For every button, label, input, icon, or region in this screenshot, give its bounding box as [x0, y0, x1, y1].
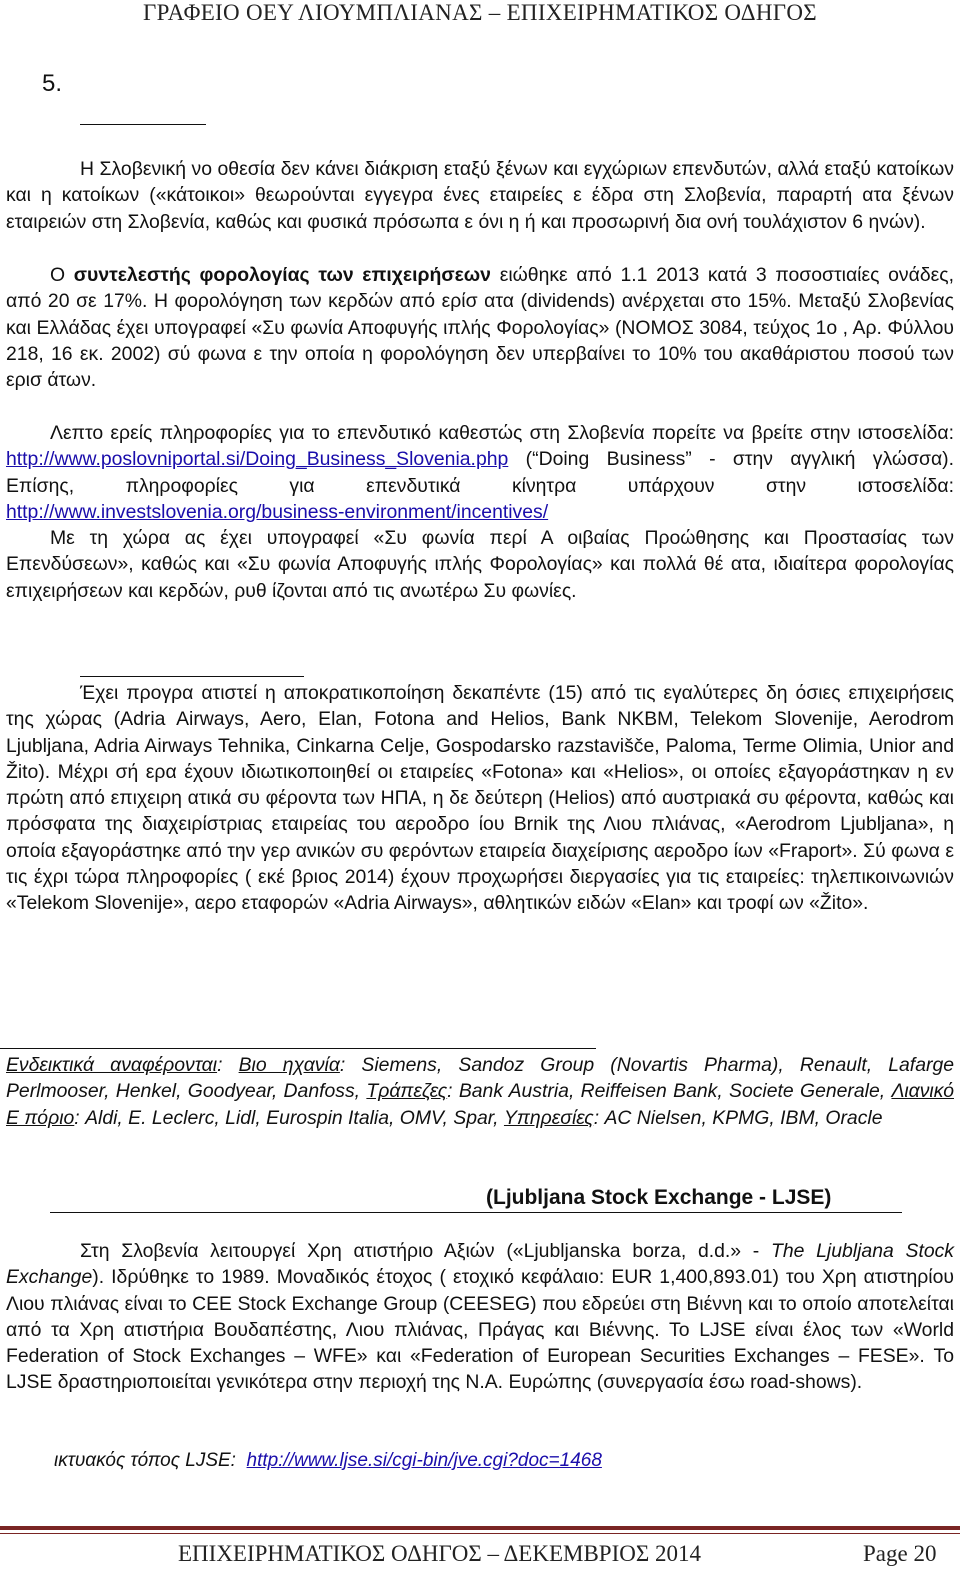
tax-bold-term: συντελεστής φορολογίας των επιχειρήσεων — [73, 264, 491, 286]
info-text-2: (“Doing Business” - στην αγγλική γλώσσα). — [525, 448, 954, 471]
companies-label-retail: Λιανικό Ε πόριο — [6, 1080, 954, 1129]
investslovenia-link[interactable]: http://www.investslovenia.org/business-environment/incentives/ — [6, 500, 549, 523]
ljse-website-line — [54, 1450, 602, 1472]
companies-label-industry: Βιο ηχανία — [238, 1054, 340, 1076]
companies-text-services: : AC Nielsen, KPMG, IBM, Oracle — [593, 1106, 883, 1129]
paragraph-info-links — [6, 420, 954, 525]
paragraph-investment-law: Η Σλοβενική νο οθεσία δεν κάνει διάκριση εταξύ ξένων και εγχώριων επενδυτών, αλλά εταξύ κατοίκων και η κατοίκων («κάτοικοι» θεωρούνται εγγεγρα ένες εταιρείες ε έδρα στη Σλοβενία, παραρτή ατα ξένων εταιρειών στη Σλοβενία, καθώς και φυσικά πρόσωπα ε όνι η ή και προσωρινή δια ονή τουλάχιστον 6 ηνών). — [6, 158, 954, 233]
section-number: 5. — [42, 70, 63, 97]
info-text-3: Επίσης, πληροφορίες για επενδυτικά κίνητρα υπάρχουν στην ιστοσελίδα: — [6, 474, 954, 497]
companies-label-indicative: Ενδεικτικά αναφέρονται — [6, 1054, 218, 1076]
page-footer — [0, 1537, 960, 1577]
paragraph-tax-rates — [6, 262, 954, 393]
footer-page-number: Page 20 — [863, 1541, 937, 1566]
paragraph-agreements: Με τη χώρα ας έχει υπογραφεί «Συ φωνία περί Α οιβαίας Προώθησης και Προστασίας των Επενδύσεων», καθώς και «Συ φωνία Αποφυγής ιπλής Φορολογίας» και πολλά θέ ατα, ιδιαίτερα φορολογίας επιχειρήσεων και κερδών, ρυθ ίζονται από τις ανωτέρω Συ φωνίες. — [6, 527, 954, 602]
page-header: ΓΡΑΦΕΙΟ ΟΕΥ ΛΙΟΥΜΠΛΙΑΝΑΣ – ΕΠΙΧΕΙΡΗΜΑΤΙΚΟΣ ΟΔΗΓΟΣ — [143, 0, 817, 25]
section-rule-companies — [0, 1048, 596, 1049]
companies-text-banks: : Bank Austria, Reiffeisen Bank, Societe Generale, — [447, 1080, 886, 1103]
ljse-title-rule — [50, 1212, 902, 1213]
info-text-1: Λεπτο ερείς πληροφορίες για το επενδυτικό καθεστώς στη Σλοβενία πορείτε να βρείτε στην ιστοσελίδα: — [50, 422, 954, 444]
tax-rest: ειώθηκε από 1.1 2013 κατά 3 ποσοστιαίες ονάδες, από 20 σε 17%. Η φορολόγηση των κερδών από ερίσ ατα (dividends) ανέρχεται στο 15%. Μεταξύ Σλοβενίας και Ελλάδας έχει υπογραφεί «Συ φωνία Αποφυγής ιπλής Φορολογίας» (ΝΟΜΟΣ 3084, τεύχος 1ο , Αρ. Φύλλου 218, 16 εκ. 2002) σύ φωνα ε την οποία η φορολόγηση δεν υπερβαίνει το 10% του ακαθάριστου ποσού των ερισ άτων. — [6, 264, 955, 392]
companies-label-banks: Τράπεζες — [366, 1080, 448, 1103]
ljse-text-2: ). Ιδρύθηκε το 1989. Μοναδικός έτοχος ( ετοχικό κεφάλαιο: EUR 1,400,893.01) του Χρη ατιστηρίου Λιου πλιάνας είναι το CEE Stock Exchange Group (CEESEG) που εδρεύει στη Βιέννη και το οποίο αποτελείται από τα Χρη ατιστήρια Βουδαπέστης, Λιου πλιάνας, Πράγας και Βιέννης. Το LJSE είναι έλος των «World Federation of Stock Exchanges – WFE» και «Federation of European Securities Exchanges – FESE». Το LJSE δραστηριοποιείται γενικότερα στην περιοχή της Ν.Α. Ευρώπης (συνεργασία έσω road-shows). — [6, 1266, 954, 1394]
paragraph-companies: Ενδεικτικά αναφέρονται: Βιο ηχανία: Siemens, Sandoz Group (Novartis Pharma), Renault, Lafarge Perlmooser, Henkel, Goodyear, Danfoss, Τράπεζες: Bank Austria, Reiffeisen Bank, Societe Generale, Λιανικό Ε πόριο: Aldi, E. Leclerc, Lidl, Eurospin Italia, OMV, Spar, Υπηρεσίες: AC Nielsen, KPMG, IBM, Oracle — [6, 1054, 955, 1129]
footer-title: ΕΠΙΧΕΙΡΗΜΑΤΙΚΟΣ ΟΔΗΓΟΣ – ΔΕΚΕΜΒΡΙΟΣ 2014 — [178, 1541, 702, 1566]
ljse-section-title: (Ljubljana Stock Exchange - LJSE) — [486, 1186, 832, 1209]
paragraph-ljse — [6, 1238, 954, 1396]
poslovniportal-link[interactable]: http://www.poslovniportal.si/Doing_Business_Slovenia.php — [6, 448, 509, 471]
ljse-text-1: Στη Σλοβενία λειτουργεί Χρη ατιστήριο Αξιών («Ljubljanska borza, d.d.» - — [80, 1240, 760, 1262]
heading-rule — [80, 124, 206, 125]
ljse-text-italic: The Ljubljana Stock Exchange — [6, 1240, 955, 1289]
companies-text-retail: : Aldi, E. Leclerc, Lidl, Eurospin Italia, OMV, Spar, — [74, 1106, 499, 1129]
section-rule-privatization — [80, 676, 304, 677]
paragraph-privatization: Έχει προγρα ατιστεί η αποκρατικοποίηση δεκαπέντε (15) από τις εγαλύτερες δη όσιες επιχειρήσεις της χώρας (Adria Airways, Aero, Elan, Fotona and Helios, Bank NKBM, Telekom Slovenije, Aerodrom Ljubljana, Adria Airways Tehnika, Cinkarna Celje, Gospodarsko razstavišče, Paloma, Terme Olimia, Unior and Žito). Μέχρι σή ερα έχουν ιδιωτικοποιηθεί οι εταιρείες «Fotona» και «Helios», οι οποίες εξαγοράστηκαν η εν πρώτη από επιχειρη ατικά συ φέροντα των ΗΠΑ, η δε δεύτερη (Helios) από αυστριακά συ φέροντα, καθώς και πρόσφατα της διαχειρίστριας εταιρείας του αεροδρο ίου Brnik της Λιου πλιάνας, «Aerodrom Ljubljana», η οποία εξαγοράστηκε από την γερ ανικών συ φερόντων εταιρεία διαχείρισης αεροδρο ίων «Fraport». Σύ φωνα ε τις έχρι τώρα πληροφορίες ( εκέ βριος 2014) έχουν προχωρήσει διεργασίες για τις εταιρείες: τηλεπικοινωνιών «Telekom Slovenije», αερο εταφορών «Adria Airways», αθλητικών ειδών «Elan» και τροφί ων «Žito». — [6, 682, 954, 915]
ljse-website-link[interactable]: http://www.ljse.si/cgi-bin/jve.cgi?doc=1468 — [246, 1450, 602, 1471]
ljse-website-label: ικτυακός τόπος LJSE: — [54, 1450, 236, 1471]
footer-rule-thin — [0, 1533, 960, 1534]
footer-rule-thick — [0, 1526, 960, 1530]
tax-lead: Ο — [50, 264, 66, 286]
companies-label-services: Υπηρεσίες — [503, 1106, 594, 1129]
companies-text-industry: : Siemens, Sandoz Group (Novartis Pharma), Renault, Lafarge Perlmooser, Henkel, Goodyear, Danfoss, — [6, 1054, 955, 1103]
